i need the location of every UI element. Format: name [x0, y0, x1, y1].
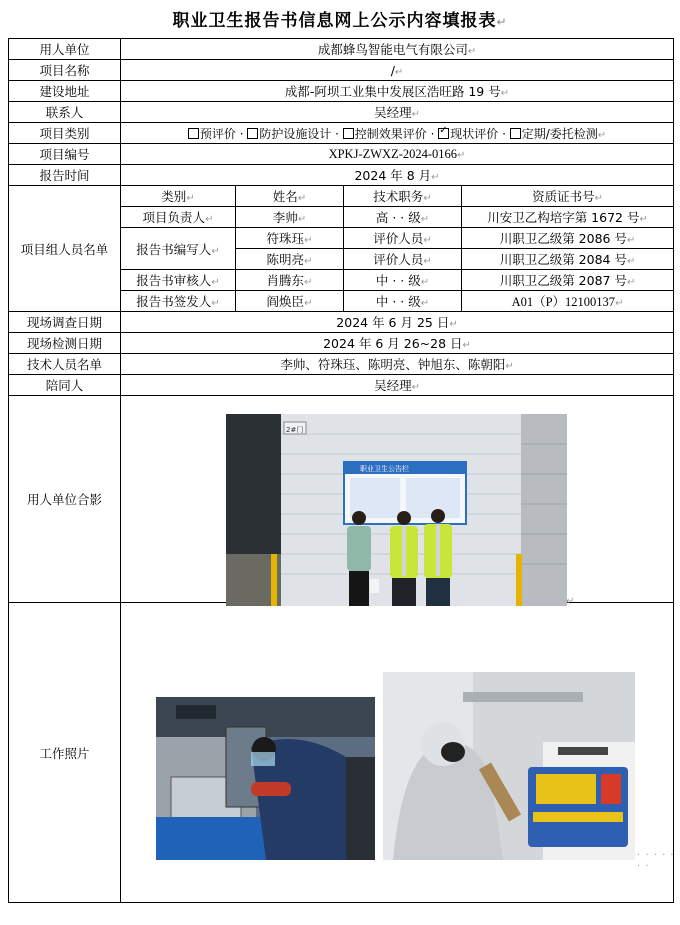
- option-pre-eval[interactable]: 预评价: [188, 127, 236, 141]
- member-title: 评价人员↵: [344, 228, 462, 249]
- role-writer: 报告书编写人↵: [121, 228, 236, 270]
- report-time-value: 2024 年 8 月↵: [121, 165, 674, 186]
- address-value: 成都-阿坝工业集中发展区浩旺路 19 号↵: [121, 81, 674, 102]
- work-photo-left-image: [156, 697, 375, 860]
- checkbox-checked-icon: [438, 128, 449, 139]
- row-category: [9, 123, 674, 144]
- door-number: 2#门: [286, 426, 304, 434]
- team-header-title: 技术职务↵: [344, 186, 462, 207]
- row-test-date: [9, 333, 674, 354]
- page-title: 职业卫生报告书信息网上公示内容填报表↵: [172, 11, 508, 31]
- companion-value: 吴经理↵: [121, 375, 674, 396]
- work-photo-right-image: [383, 672, 635, 860]
- project-name-label: 项目名称: [9, 60, 121, 81]
- contact-label: 联系人: [9, 102, 121, 123]
- test-date-label: 现场检测日期: [9, 333, 121, 354]
- companion-label: 陪同人: [9, 375, 121, 396]
- report-time-label: 报告时间: [9, 165, 121, 186]
- member-name: 李帅↵: [236, 207, 344, 228]
- row-project-no: [9, 144, 674, 165]
- role-signer: 报告书签发人↵: [121, 291, 236, 312]
- row-employer: [9, 39, 674, 60]
- member-name: 符珠珏↵: [236, 228, 344, 249]
- member-cert: 川职卫乙级第 2084 号↵: [462, 249, 674, 270]
- technicians-label: 技术人员名单: [9, 354, 121, 375]
- row-survey-date: [9, 312, 674, 333]
- member-name: 陈明亮↵: [236, 249, 344, 270]
- role-reviewer: 报告书审核人↵: [121, 270, 236, 291]
- team-header-row: [9, 186, 674, 207]
- member-title: 高 · · 级↵: [344, 207, 462, 228]
- row-address: [9, 81, 674, 102]
- option-control-eval[interactable]: 控制效果评价: [343, 127, 427, 141]
- option-status-eval[interactable]: ✓现状评价: [438, 127, 498, 141]
- member-cert: 川职卫乙级第 2087 号↵: [462, 270, 674, 291]
- work-photo-left: [156, 697, 375, 860]
- team-header-name: 姓名↵: [236, 186, 344, 207]
- member-title: 评价人员↵: [344, 249, 462, 270]
- row-project-name: [9, 60, 674, 81]
- member-cert: 川职卫乙级第 2086 号↵: [462, 228, 674, 249]
- row-contact: [9, 102, 674, 123]
- survey-date-value: 2024 年 6 月 25 日↵: [121, 312, 674, 333]
- checkbox-icon: [343, 128, 354, 139]
- project-no-label: 项目编号: [9, 144, 121, 165]
- role-leader: 项目负责人↵: [121, 207, 236, 228]
- test-date-value: 2024 年 6 月 26~28 日↵: [121, 333, 674, 354]
- employer-value: 成都蜂鸟智能电气有限公司↵: [121, 39, 674, 60]
- survey-date-label: 现场调查日期: [9, 312, 121, 333]
- dotted-leader: · · · · · · ·: [637, 850, 675, 872]
- member-title: 中 · · 级↵: [344, 270, 462, 291]
- bulletin-board-title: 职业卫生公告栏: [360, 465, 409, 473]
- checkbox-icon: [510, 128, 521, 139]
- group-photo-label: 用人单位合影: [9, 396, 121, 603]
- employer-label: 用人单位: [9, 39, 121, 60]
- technicians-value: 李帅、符珠珏、陈明亮、钟旭东、陈朝阳↵: [121, 354, 674, 375]
- address-label: 建设地址: [9, 81, 121, 102]
- row-technicians: [9, 354, 674, 375]
- group-photo: [226, 414, 567, 606]
- group-photo-image: [226, 414, 567, 606]
- row-report-time: [9, 165, 674, 186]
- category-label: 项目类别: [9, 123, 121, 144]
- contact-value: 吴经理↵: [121, 102, 674, 123]
- option-periodic-test[interactable]: 定期/委托检测: [510, 127, 598, 141]
- member-cert: 川安卫乙构培字第 1672 号↵: [462, 207, 674, 228]
- category-options: 预评价 · 防护设施设计 · 控制效果评价 · ✓现状评价 · 定期/委托检测↵: [121, 123, 674, 144]
- row-companion: [9, 375, 674, 396]
- option-protection-design[interactable]: 防护设施设计: [247, 127, 331, 141]
- member-title: 中 · · 级↵: [344, 291, 462, 312]
- team-label: 项目组人员名单: [9, 186, 121, 312]
- team-header-cert: 资质证书号↵: [462, 186, 674, 207]
- member-name: 阎焕臣↵: [236, 291, 344, 312]
- checkbox-icon: [247, 128, 258, 139]
- team-header-category: 类别↵: [121, 186, 236, 207]
- project-no-value: XPKJ-ZWXZ-2024-0166↵: [121, 144, 674, 165]
- work-photos-label: 工作照片: [9, 603, 121, 903]
- checkbox-icon: [188, 128, 199, 139]
- paragraph-mark: ↵: [566, 596, 576, 607]
- project-name-value: /↵: [121, 60, 674, 81]
- work-photo-right: [383, 672, 635, 860]
- member-cert: A01（P）12100137↵: [462, 291, 674, 312]
- member-name: 肖腾东↵: [236, 270, 344, 291]
